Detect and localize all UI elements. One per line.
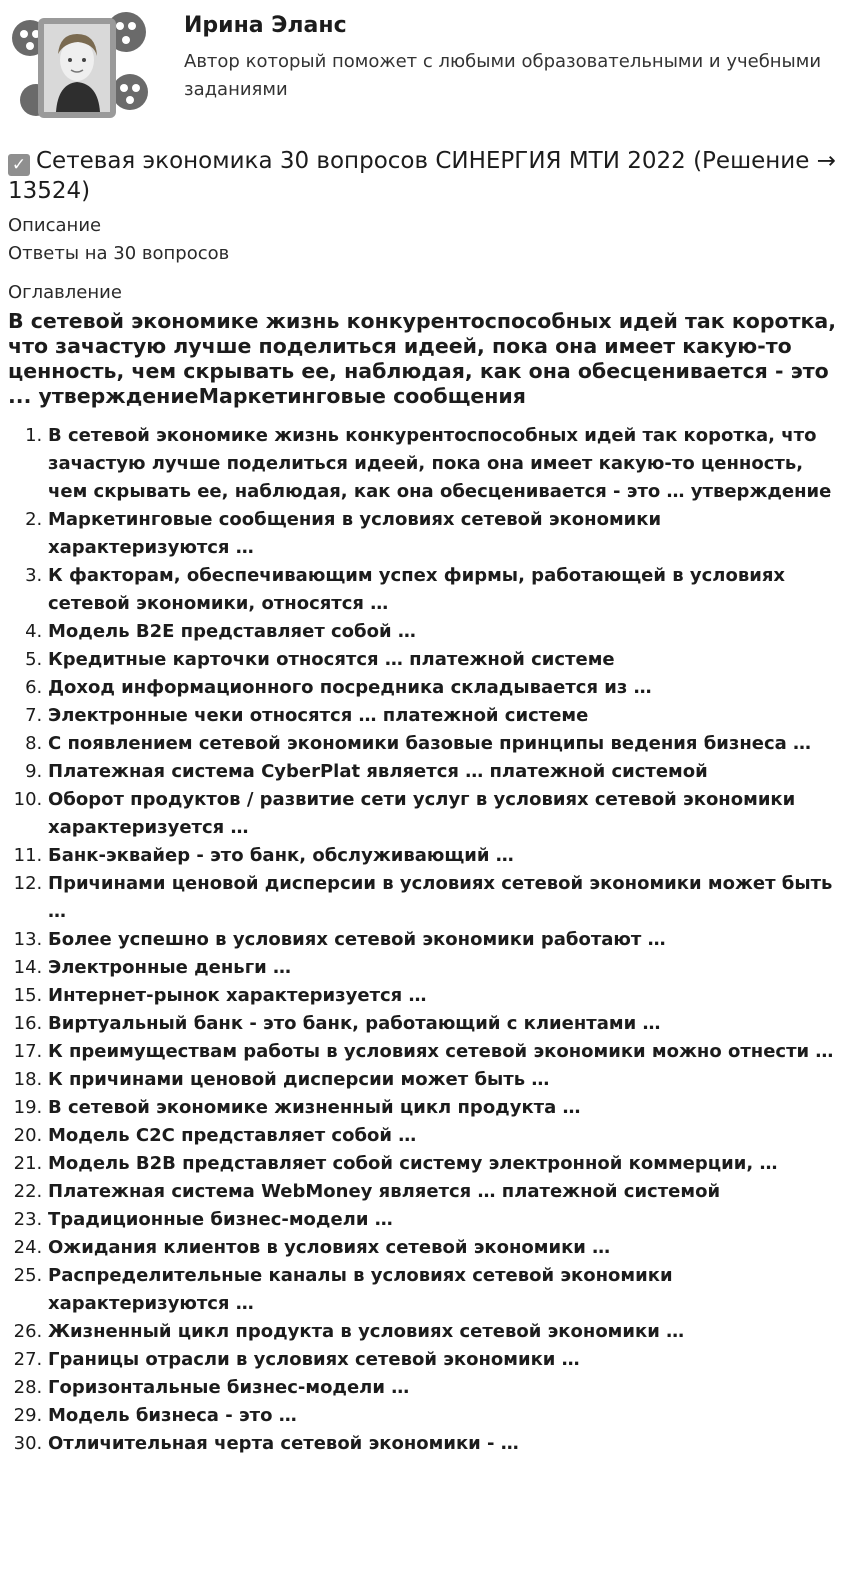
question-item: 3. К факторам, обеспечивающим успех фирмы, работающей в условиях сетевой экономики, относятся … (48, 562, 840, 618)
question-item: 16. Виртуальный банк - это банк, работающий с клиентами … (48, 1010, 840, 1038)
question-item: 24. Ожидания клиентов в условиях сетевой экономики … (48, 1234, 840, 1262)
question-item: 18. К причинами ценовой дисперсии может быть … (48, 1066, 840, 1094)
author-description: Автор который поможет с любыми образовательными и учебными заданиями (184, 51, 822, 100)
check-box-icon: ✓ (8, 154, 30, 176)
question-item: 26. Жизненный цикл продукта в условиях сетевой экономики … (48, 1318, 840, 1346)
question-item: 1. В сетевой экономике жизнь конкурентоспособных идей так коротка, что зачастую лучше поделиться идеей, пока она имеет какую-то ценность, чем скрывать ее, наблюдая, как она обесценивается - это … утверждение (48, 422, 840, 506)
question-item: 13. Более успешно в условиях сетевой экономики работают … (48, 926, 840, 954)
author-avatar[interactable] (8, 8, 148, 126)
question-item: 27. Границы отрасли в условиях сетевой экономики … (48, 1346, 840, 1374)
document-title-text: Сетевая экономика 30 вопросов СИНЕРГИЯ МТИ 2022 (Решение → 13524) (8, 148, 836, 204)
question-item: 8. С появлением сетевой экономики базовые принципы ведения бизнеса … (48, 730, 840, 758)
question-item: 21. Модель B2B представляет собой систему электронной коммерции, … (48, 1150, 840, 1178)
question-item: 6. Доход информационного посредника складывается из … (48, 674, 840, 702)
question-item: 17. К преимуществам работы в условиях сетевой экономики можно отнести … (48, 1038, 840, 1066)
question-item: 29. Модель бизнеса - это … (48, 1402, 840, 1430)
question-item: 7. Электронные чеки относятся … платежной системе (48, 702, 840, 730)
question-item: 30. Отличительная черта сетевой экономики - … (48, 1430, 840, 1458)
question-item: 22. Платежная система WebMoney является … платежной системой (48, 1178, 840, 1206)
question-item: 15. Интернет-рынок характеризуется … (48, 982, 840, 1010)
question-item: 19. В сетевой экономике жизненный цикл продукта … (48, 1094, 840, 1122)
question-item: 2. Маркетинговые сообщения в условиях сетевой экономики характеризуются … (48, 506, 840, 562)
description-label: Описание (8, 215, 102, 236)
questions-list (0, 422, 840, 1458)
toc-heading: В сетевой экономике жизнь конкурентоспособных идей так коротка, что зачастую лучше поделиться идеей, пока она имеет какую-то ценность, чем скрывать ее, наблюдая, как она обесценивается - это ... утверждениеМаркетинговые сообщения (8, 309, 836, 408)
description-text: Ответы на 30 вопросов (8, 243, 230, 264)
question-item: 28. Горизонтальные бизнес-модели … (48, 1374, 840, 1402)
question-item: 9. Платежная система CyberPlat является … платежной системой (48, 758, 840, 786)
toc-label: Оглавление (8, 282, 122, 303)
question-item: 11. Банк-эквайер - это банк, обслуживающий … (48, 842, 840, 870)
question-item: 25. Распределительные каналы в условиях сетевой экономики характеризуются … (48, 1262, 840, 1318)
question-item: 14. Электронные деньги … (48, 954, 840, 982)
question-item: 10. Оборот продуктов / развитие сети услуг в условиях сетевой экономики характеризуется … (48, 786, 840, 842)
author-name[interactable]: Ирина Эланс (184, 13, 347, 38)
question-item: 5. Кредитные карточки относятся … платежной системе (48, 646, 840, 674)
question-item: 20. Модель C2C представляет собой … (48, 1122, 840, 1150)
document-title (8, 146, 838, 206)
question-item: 4. Модель B2E представляет собой … (48, 618, 840, 646)
author-card (0, 0, 847, 130)
question-item: 12. Причинами ценовой дисперсии в условиях сетевой экономики может быть … (48, 870, 840, 926)
question-item: 23. Традиционные бизнес-модели … (48, 1206, 840, 1234)
